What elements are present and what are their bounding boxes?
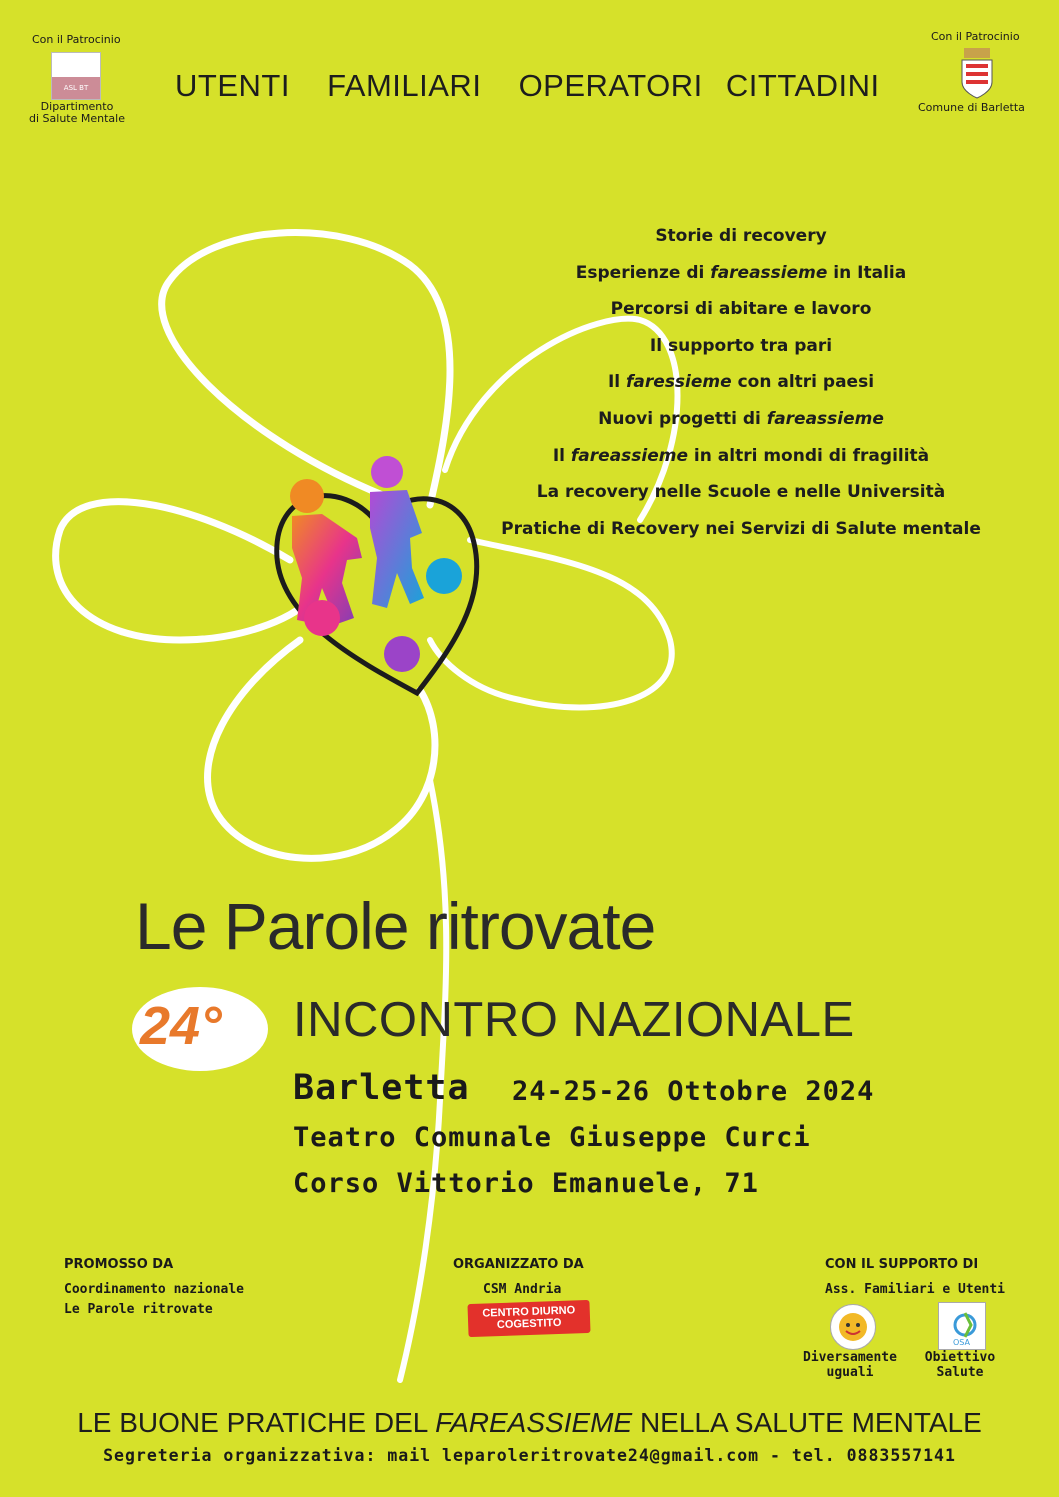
comune-barletta-coat-of-arms bbox=[958, 48, 996, 100]
support-heading: CON IL SUPPORTO DI bbox=[825, 1257, 979, 1272]
person-head-small-left bbox=[304, 600, 340, 636]
asl-logo-text: ASL BT bbox=[52, 77, 100, 99]
event-city: Barletta bbox=[293, 1068, 470, 1108]
topic-item: Il faressieme con altri paesi bbox=[607, 372, 875, 393]
sponsor1-line2: uguali bbox=[826, 1365, 874, 1380]
topic-item: Pratiche di Recovery nei Servizi di Salute mentale bbox=[501, 518, 981, 539]
promoted-line2: Le Parole ritrovate bbox=[64, 1302, 213, 1317]
footer-contact: Segreteria organizzativa: mail leparoleritrovate24@gmail.com - tel. 0883557141 bbox=[103, 1446, 956, 1465]
topics-list bbox=[481, 222, 1001, 551]
event-subtitle: INCONTRO NAZIONALE bbox=[293, 993, 855, 1047]
left-patron-name bbox=[22, 101, 132, 125]
sponsor1-line1: Diversamente bbox=[803, 1350, 897, 1365]
asl-puglia-logo bbox=[51, 52, 101, 100]
topic-item: Il fareassieme in altri mondi di fragilità bbox=[552, 445, 930, 466]
left-patron-label: Con il Patrocinio bbox=[32, 33, 121, 46]
event-address: Corso Vittorio Emanuele, 71 bbox=[293, 1168, 759, 1199]
topic-item: Percorsi di abitare e lavoro bbox=[610, 299, 872, 320]
event-venue: Teatro Comunale Giuseppe Curci bbox=[293, 1122, 811, 1153]
diversamente-uguali-logo bbox=[830, 1304, 876, 1350]
event-dates: 24-25-26 Ottobre 2024 bbox=[512, 1076, 875, 1107]
person-head-small-right bbox=[426, 558, 462, 594]
footer-title: LE BUONE PRATICHE DEL FAREASSIEME NELLA SALUTE MENTALE bbox=[77, 1407, 982, 1438]
topic-item: La recovery nelle Scuole e nelle Università bbox=[536, 482, 946, 503]
topic-item: Esperienze di fareassieme in Italia bbox=[575, 262, 907, 283]
person-head-right bbox=[371, 456, 403, 488]
person-body-right bbox=[370, 490, 424, 608]
promoted-line1: Coordinamento nazionale bbox=[64, 1282, 245, 1297]
support-line1: Ass. Familiari e Utenti bbox=[825, 1282, 1006, 1297]
topic-item: Storie di recovery bbox=[655, 226, 827, 246]
audience-item: UTENTI bbox=[175, 68, 290, 103]
topic-item: Nuovi progetti di fareassieme bbox=[598, 408, 884, 429]
left-patron-name-line2: di Salute Mentale bbox=[29, 112, 125, 125]
badge-line2: COGESTITO bbox=[496, 1316, 562, 1332]
heart-people-logo bbox=[262, 448, 492, 710]
audience-list bbox=[175, 68, 908, 104]
audience-item: CITTADINI bbox=[725, 68, 880, 103]
topic-item: Il supporto tra pari bbox=[649, 335, 833, 356]
badge-line1: CENTRO DIURNO bbox=[482, 1304, 576, 1320]
person-head-left bbox=[290, 479, 324, 513]
organized-heading: ORGANIZZATO DA bbox=[453, 1257, 584, 1272]
obiettivo-salute-logo bbox=[938, 1302, 986, 1350]
edition-number: 24° bbox=[140, 996, 222, 1056]
person-head-small-bottom bbox=[384, 636, 420, 672]
event-title: Le Parole ritrovate bbox=[135, 889, 656, 963]
sponsor2-name bbox=[905, 1350, 1015, 1380]
promoted-heading: PROMOSSO DA bbox=[64, 1257, 174, 1272]
audience-item: FAMILIARI bbox=[327, 68, 482, 103]
right-patron-name: Comune di Barletta bbox=[918, 101, 1025, 114]
left-patron-name-line1: Dipartimento bbox=[40, 100, 114, 113]
osa-logo-text: OSA bbox=[953, 1338, 970, 1347]
centro-diurno-badge bbox=[467, 1300, 590, 1337]
sponsor1-name bbox=[790, 1350, 910, 1380]
organized-line1: CSM Andria bbox=[483, 1282, 562, 1297]
right-patron-label: Con il Patrocinio bbox=[931, 30, 1020, 43]
sponsor2-line1: Obiettivo bbox=[924, 1350, 996, 1365]
sponsor2-line2: Salute bbox=[936, 1365, 984, 1380]
audience-item: OPERATORI bbox=[518, 68, 703, 103]
